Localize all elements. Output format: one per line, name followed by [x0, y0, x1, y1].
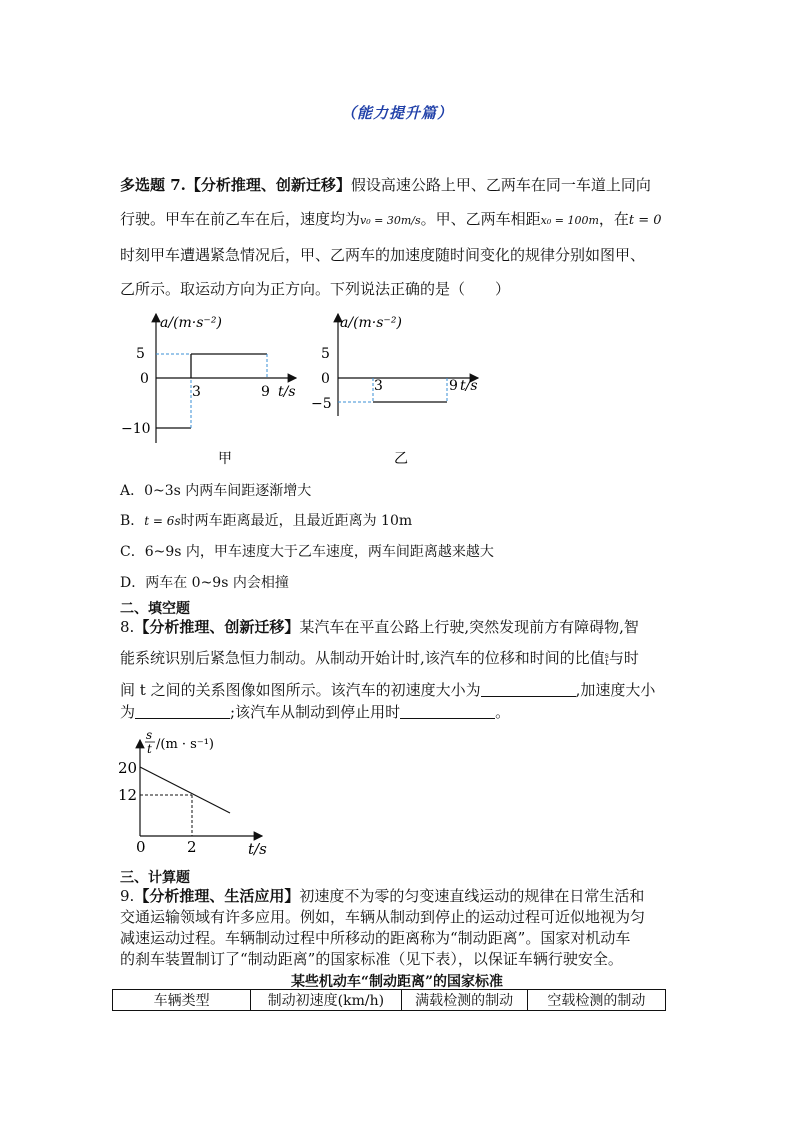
header-full-load: 满载检测的制动	[401, 990, 527, 1011]
option-b-prefix: B．	[120, 513, 145, 529]
q8-line2a: 能系统识别后紧急恒力制动。从制动开始计时,该汽车的位移和时间的比值	[120, 649, 605, 667]
option-a: A．0~3s 内两车间距逐渐增大	[120, 483, 312, 499]
q9-line-3: 减速运动过程。车辆制动过程中所移动的距离称为“制动距离”。国家对机动车	[120, 929, 631, 947]
graph-yi-caption: 乙	[394, 451, 408, 467]
graph-yi	[308, 308, 498, 468]
q9-line-2: 交通运输领域有许多应用。例如，车辆从制动到停止的运动过程可近似地视为匀	[120, 908, 646, 926]
q8-line2b: 与时	[608, 649, 639, 667]
q7-x0: x₀ = 100m	[540, 214, 599, 227]
q7-line-1	[120, 178, 680, 193]
q8-line-2	[120, 651, 680, 666]
q9-line-1	[120, 889, 680, 904]
q9-line1-text: 初速度不为零的匀变速直线运动的规律在日常生活和	[299, 887, 645, 905]
q7-line1-text: 假设高速公路上甲、乙两车在同一车道上同向	[350, 176, 651, 194]
tick-5: 5	[136, 346, 145, 362]
graph-s-over-t	[112, 728, 282, 860]
graph-jia-xlabel: t/s	[278, 384, 296, 400]
tick-0: 0	[321, 371, 330, 387]
ylabel-unit: /(m · s⁻¹)	[156, 737, 214, 752]
braking-standard-table	[112, 989, 666, 1011]
tick-2: 2	[187, 838, 197, 856]
tick-3: 3	[192, 384, 201, 400]
q8-line3a: 间 t 之间的关系图像如图所示。该汽车的初速度大小为	[120, 681, 481, 699]
answer-blank-stop-time[interactable]	[400, 704, 495, 719]
section-2-title: 二、填空题	[120, 601, 190, 617]
option-b-text: 时两车距离最近，且最近距离为 10m	[180, 513, 413, 529]
data-line	[140, 767, 230, 813]
q8-line4c: 。	[495, 703, 511, 721]
page-title: （能力提升篇）	[340, 104, 453, 122]
frac-den: t	[605, 658, 609, 667]
header-initial-speed: 制动初速度(km/h)	[251, 990, 401, 1011]
graph-yi-xlabel: t/s	[460, 378, 478, 394]
tick-9: 9	[449, 378, 458, 394]
q8-line-1	[120, 620, 680, 635]
graph-jia-caption: 甲	[218, 451, 232, 467]
header-vehicle-type: 车辆类型	[113, 990, 251, 1011]
q7-tag: 【分析推理、创新迁移】	[185, 176, 351, 194]
q8-line-4	[120, 704, 680, 720]
q8-tag: 【分析推理、创新迁移】	[134, 618, 300, 636]
q7-t0: t = 0	[628, 213, 662, 228]
q7-line2c: ，在	[598, 210, 629, 228]
q8-line1-text: 某汽车在平直公路上行驶,突然发现前方有障碍物,智	[299, 618, 639, 636]
tick-0: 0	[136, 838, 146, 856]
q8-line-3	[120, 682, 680, 698]
header-no-load: 空载检测的制动	[527, 990, 665, 1011]
tick-neg10: −10	[121, 421, 151, 437]
tick-3: 3	[374, 378, 383, 394]
q8-prefix: 8.	[120, 618, 135, 636]
tick-neg5: −5	[311, 396, 332, 412]
xlabel: t/s	[248, 840, 267, 858]
q7-line-4: 乙所示。取运动方向为正方向。下列说法正确的是（ ）	[120, 280, 511, 298]
q8-line4b: ;该汽车从制动到停止用时	[230, 703, 401, 721]
section-3-title: 三、计算题	[120, 870, 190, 886]
q7-line-3: 时刻甲车遭遇紧急情况后，甲、乙两车的加速度随时间变化的规律分别如图甲、	[120, 246, 646, 264]
table-header-row	[113, 990, 666, 1011]
q7-line-2	[120, 212, 680, 228]
q7-line2a: 行驶。甲车在前乙车在后，速度均为	[120, 210, 361, 228]
graph-yi-ylabel: a/(m·s⁻²)	[340, 315, 402, 331]
tick-5: 5	[321, 346, 330, 362]
q8-line3b: ,加速度大小	[575, 681, 656, 699]
ylabel-num: s	[146, 728, 153, 742]
option-b-t: t = 6s	[144, 514, 181, 528]
q7-v0: v₀ = 30m/s	[360, 214, 421, 227]
answer-blank-initial-velocity[interactable]	[481, 682, 576, 697]
answer-blank-acceleration[interactable]	[135, 704, 230, 719]
option-d: D．两车在 0~9s 内会相撞	[120, 575, 289, 591]
q9-prefix: 9.	[120, 887, 135, 905]
q7-prefix: 多选题 7.	[120, 176, 186, 194]
q7-line2b: 。甲、乙两车相距	[420, 210, 541, 228]
graph-jia	[118, 308, 308, 468]
tick-0: 0	[140, 371, 149, 387]
table-title: 某些机动车“制动距离”的国家标准	[290, 974, 504, 990]
q9-line-4: 的刹车装置制订了“制动距离”的国家标准（见下表），以保证车辆行驶安全。	[120, 950, 623, 968]
option-b	[120, 510, 412, 530]
tick-9: 9	[261, 384, 270, 400]
frac-num: s	[604, 651, 609, 660]
option-c: C．6~9s 内，甲车速度大于乙车速度，两车间距离越来越大	[120, 544, 494, 560]
ylabel-den: t	[147, 742, 152, 756]
tick-12: 12	[118, 786, 138, 804]
q9-tag: 【分析推理、生活应用】	[134, 887, 300, 905]
graph-jia-ylabel: a/(m·s⁻²)	[160, 315, 222, 331]
tick-20: 20	[118, 759, 138, 777]
q8-line4a: 为	[120, 703, 136, 721]
